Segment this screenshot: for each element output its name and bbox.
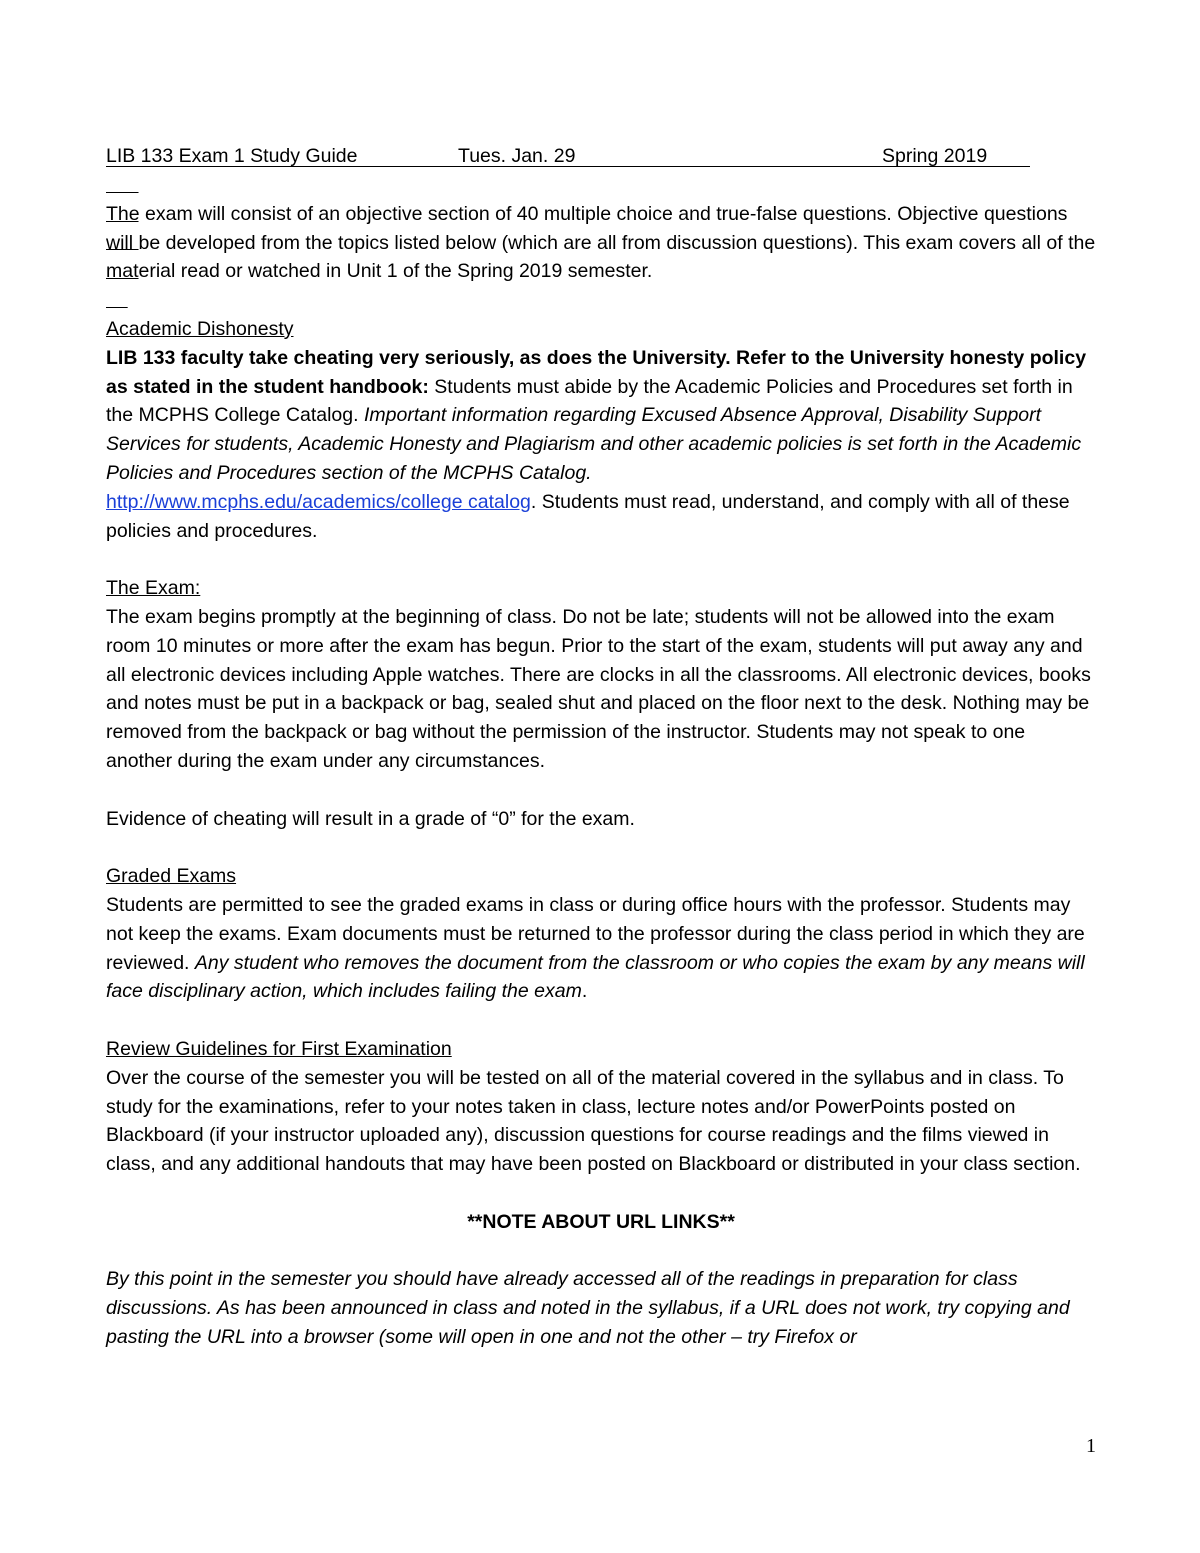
honesty-after-link: . Students must read, understand, and comply with all of these policies and procedures. <box>106 490 1070 542</box>
page-number: 1 <box>1086 1435 1096 1457</box>
honesty-plain-text: Students must abide by the Academic Policies and Procedures set forth in the MCPHS College Catalog. <box>106 375 1073 427</box>
the-exam-heading: The Exam: <box>106 577 201 600</box>
the-exam-paragraph: The exam begins promptly at the beginning of class. Do not be late; students will not be allowed into the exam room 10 minutes or more after the exam has begun. Prior to the start of the exam, students will put away any and all electronic devices including Apple watches. There are clocks in all the classrooms. All electronic devices, books and notes must be put in a backpack or bag, sealed shut and placed on the floor next to the desk. Nothing may be removed from the backpack or bag without the permission of the instructor. Students may not speak to one another during the exam under any circumstances. <box>106 605 1091 772</box>
graded-exams-end: . <box>581 980 588 1003</box>
college-catalog-link[interactable]: http://www.mcphs.edu/academics/college catalog <box>106 490 531 513</box>
url-note-paragraph: By this point in the semester you should have already accessed all of the readings in preparation for class discussions. As has been announced in class and noted in the syllabus, if a URL does not work, try copying and pasting the URL into a browser (some will open in one and not the other – try Firefox or <box>106 1268 1070 1348</box>
header-term: Spring 2019 <box>882 145 988 167</box>
graded-exams-heading: Graded Exams <box>106 865 237 888</box>
url-note-heading: **NOTE ABOUT URL LINKS** <box>467 1210 735 1233</box>
cheating-note: Evidence of cheating will result in a grade of “0” for the exam. <box>106 807 635 830</box>
honesty-italic-text: Important information regarding Excused Absence Approval, Disability Support Services for students, Academic Honesty and Plagiarism and other academic policies is set forth in the Academic Policies and Procedures section of the MCPHS Catalog. <box>106 404 1082 484</box>
review-guidelines-paragraph: Over the course of the semester you will be tested on all of the material covered in the syllabus and in class. To study for the examinations, refer to your notes taken in class, lecture notes and/or PowerPoints posted on Blackboard (if your instructor uploaded any), discussion questions for course readings and the films viewed in class, and any additional handouts that may have been posted on Blackboard or distributed in your class section. <box>106 1066 1081 1176</box>
document-header <box>106 142 1096 171</box>
graded-exams-text: Students are permitted to see the graded exams in class or during office hours with the professor. Students may not keep the exams. Exam documents must be returned to the professor during the class period in which they are reviewed. <box>106 893 1085 974</box>
graded-exams-italic-text: Any student who removes the document from the classroom or who copies the exam by any means will face disciplinary action, which includes failing the exam <box>106 951 1085 1003</box>
header-date: Tues. Jan. 29 <box>458 145 576 167</box>
academic-dishonesty-heading: Academic Dishonesty <box>106 317 294 340</box>
intro-paragraph: The exam will consist of an objective section of 40 multiple choice and true-false questions. Objective questions will be developed from the topics listed below (which are all from discussion questions). This exam covers all of the material read or watched in Unit 1 of the Spring 2019 semester. <box>106 202 1096 283</box>
honesty-bold-text: LIB 133 faculty take cheating very seriously, as does the University. Refer to the University honesty policy as stated in the student handbook: <box>106 346 1087 398</box>
header-title: LIB 133 Exam 1 Study Guide <box>106 145 358 167</box>
document-body <box>106 142 1096 1352</box>
academic-dishonesty-paragraph <box>106 344 1096 546</box>
graded-exams-paragraph <box>106 891 1096 1006</box>
review-guidelines-heading: Review Guidelines for First Examination <box>106 1037 452 1060</box>
